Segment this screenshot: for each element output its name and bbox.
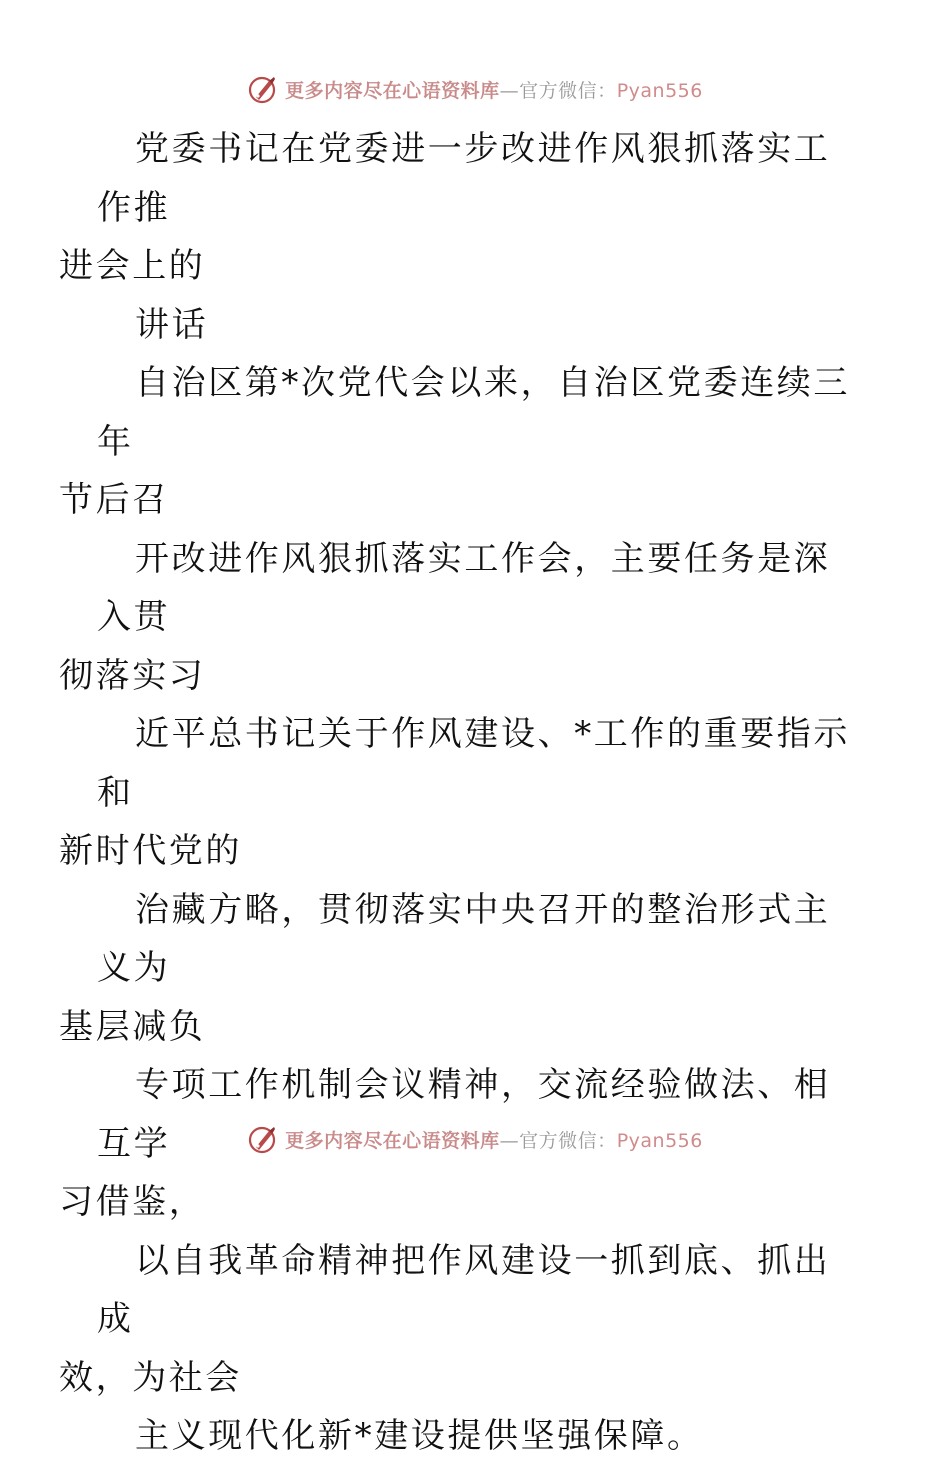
watermark-wechat-label: 官方微信： xyxy=(519,79,617,102)
body-paragraph xyxy=(59,705,857,881)
subtitle-paragraph xyxy=(97,296,857,355)
header-watermark xyxy=(0,72,950,106)
body-paragraph xyxy=(59,530,857,706)
text-line: 效，为社会 xyxy=(59,1357,242,1398)
watermark-text xyxy=(285,76,703,103)
text-line: 彻落实习 xyxy=(59,655,206,696)
watermark-cn: 更多内容尽在心语资料库 xyxy=(285,1129,500,1152)
body-paragraph xyxy=(97,1407,857,1466)
body-paragraph xyxy=(59,881,857,1057)
watermark-wechat-id: Pyan556 xyxy=(616,79,703,102)
text-line: 新时代党的 xyxy=(59,831,242,871)
watermark-separator: — xyxy=(499,1129,520,1152)
footer-watermark xyxy=(0,1122,950,1156)
text-line: 主义现代化新*建设提供坚强保障。 xyxy=(135,1416,704,1456)
pen-logo-icon xyxy=(247,73,279,105)
watermark-cn: 更多内容尽在心语资料库 xyxy=(285,79,500,102)
body-paragraph xyxy=(59,1232,857,1408)
title-paragraph xyxy=(59,120,857,296)
watermark-wechat-label: 官方微信： xyxy=(519,1129,617,1152)
text-line: 以自我革命精神把作风建设一抓到底、抓出成 xyxy=(97,1240,831,1339)
text-line: 开改进作风狠抓落实工作会，主要任务是深入贯 xyxy=(97,538,831,637)
text-line: 进会上的 xyxy=(59,246,206,286)
text-line: 近平总书记关于作风建设、*工作的重要指示和 xyxy=(97,714,850,813)
text-line: 讲话 xyxy=(135,304,209,345)
watermark-text xyxy=(285,1126,703,1153)
text-line: 习借鉴， xyxy=(59,1182,206,1222)
text-line: 基层减负 xyxy=(59,1006,206,1047)
text-line: 节后召 xyxy=(59,480,169,520)
watermark-separator: — xyxy=(499,79,520,102)
text-line: 专项工作机制会议精神，交流经验做法、相互学 xyxy=(97,1065,831,1164)
text-line: 治藏方略，贯彻落实中央召开的整治形式主义为 xyxy=(97,889,831,988)
body-paragraph xyxy=(59,354,857,530)
text-line: 党委书记在党委进一步改进作风狠抓落实工作推 xyxy=(97,129,831,228)
document-body xyxy=(59,120,857,1466)
pen-logo-icon xyxy=(247,1123,279,1155)
text-line: 自治区第*次党代会以来，自治区党委连续三年 xyxy=(97,363,850,462)
watermark-wechat-id: Pyan556 xyxy=(616,1129,703,1152)
